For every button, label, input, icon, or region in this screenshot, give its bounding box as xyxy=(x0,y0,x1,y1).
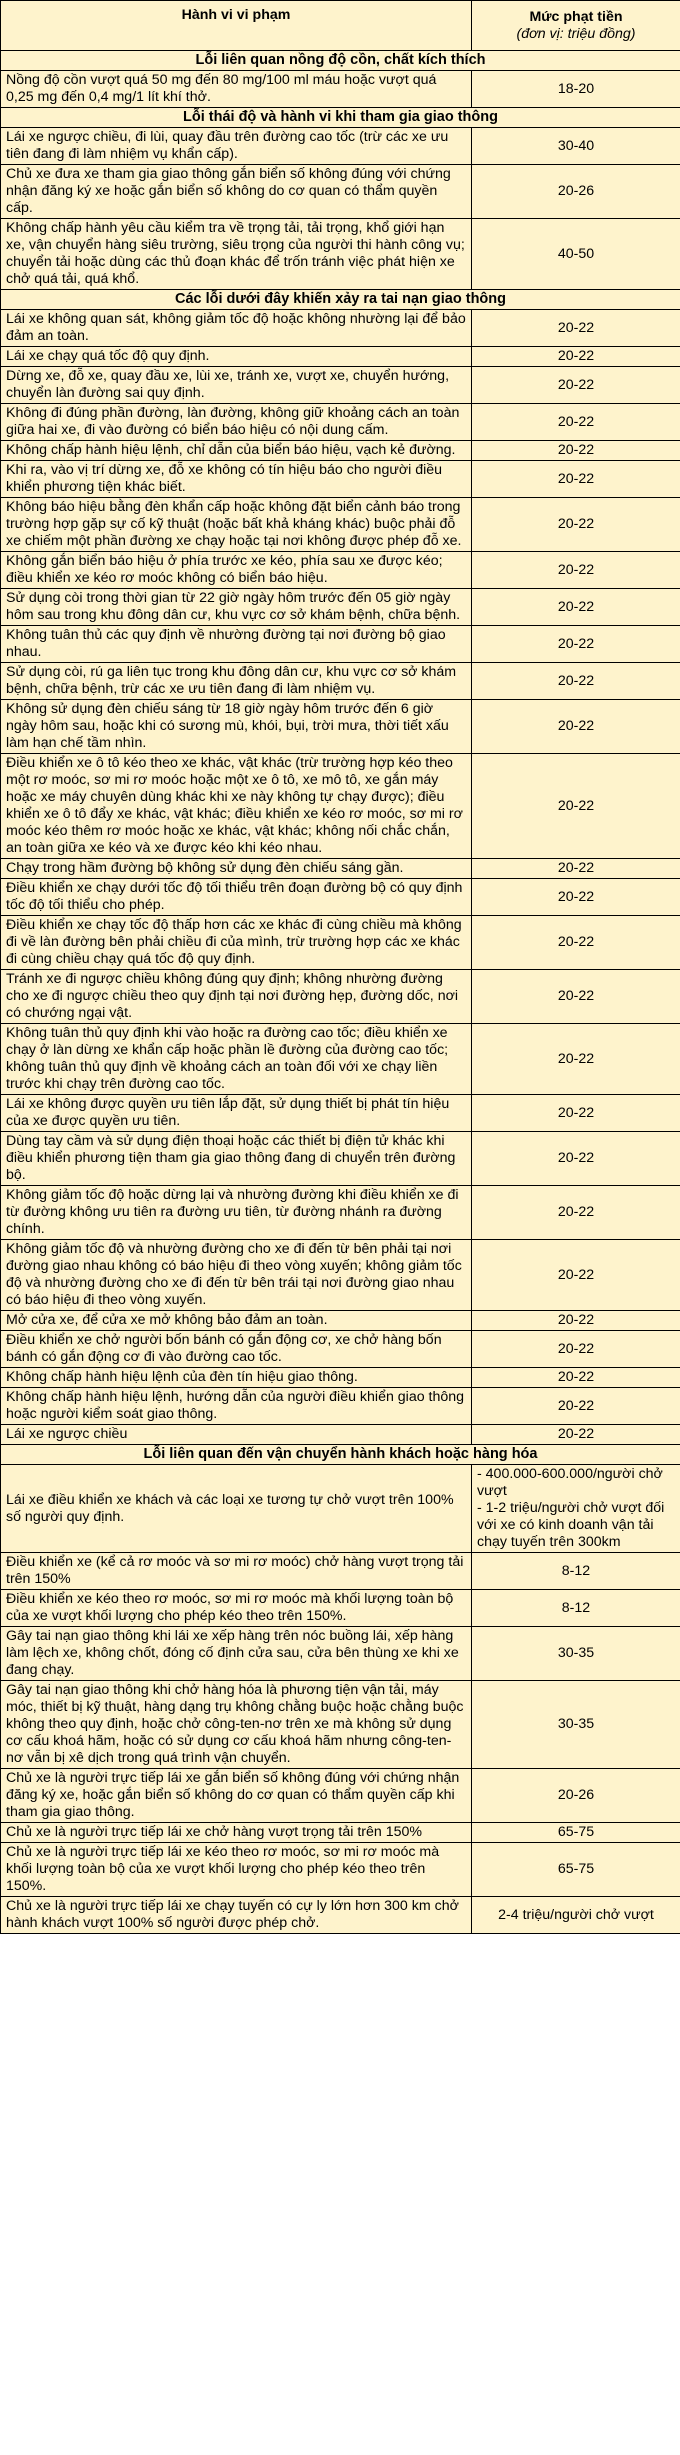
violation-cell: Dùng tay cầm và sử dụng điện thoại hoặc các thiết bị điện tử khác khi điều khiển phương tiện tham gia giao thông đang di chuyển trên đường bộ. xyxy=(1,1132,472,1186)
violation-cell: Nồng độ cồn vượt quá 50 mg đến 80 mg/100 ml máu hoặc vượt quá 0,25 mg đến 0,4 mg/1 lít khí thở. xyxy=(1,71,472,108)
violation-cell: Điều khiển xe chở người bốn bánh có gắn động cơ, xe chở hàng bốn bánh có gắn động cơ đi vào đường cao tốc. xyxy=(1,1331,472,1368)
table-row xyxy=(1,663,680,700)
fine-cell: 20-22 xyxy=(472,404,680,441)
table-row xyxy=(1,970,680,1024)
fine-cell: 18-20 xyxy=(472,71,680,108)
violation-cell: Lái xe chạy quá tốc độ quy định. xyxy=(1,347,472,367)
table-row xyxy=(1,219,680,290)
violation-cell: Khi ra, vào vị trí dừng xe, đỗ xe không có tín hiệu báo cho người điều khiển phương tiện khác biết. xyxy=(1,461,472,498)
table-row xyxy=(1,879,680,916)
violation-cell: Sử dụng còi trong thời gian từ 22 giờ ngày hôm trước đến 05 giờ ngày hôm sau trong khu đông dân cư, khu vực cơ sở khám bệnh, chữa bệnh. xyxy=(1,589,472,626)
violation-cell: Điều khiển xe ô tô kéo theo xe khác, vật khác (trừ trường hợp kéo theo một rơ moóc, sơ mi rơ moóc hoặc một xe ô tô, xe mô tô, xe gắn máy hoặc xe máy chuyên dùng khác khi xe này không tự chạy được); điều khiển xe ô tô đẩy xe khác, vật khác; điều khiển xe kéo rơ moóc, sơ mi rơ moóc kéo thêm rơ moóc hoặc xe khác, vật khác; không nối chắc chắn, an toàn giữa xe kéo và xe được kéo khi kéo nhau. xyxy=(1,754,472,859)
section-title: Các lỗi dưới đây khiến xảy ra tai nạn giao thông xyxy=(1,290,680,310)
violation-cell: Không chấp hành hiệu lệnh, chỉ dẫn của biển báo hiệu, vạch kẻ đường. xyxy=(1,441,472,461)
fine-cell: 30-35 xyxy=(472,1627,680,1681)
violation-cell: Sử dụng còi, rú ga liên tục trong khu đông dân cư, khu vực cơ sở khám bệnh, chữa bệnh, trừ các xe ưu tiên đang đi làm nhiệm vụ. xyxy=(1,663,472,700)
violation-cell: Chủ xe là người trực tiếp lái xe chở hàng vượt trọng tải trên 150% xyxy=(1,1823,472,1843)
table-row xyxy=(1,1132,680,1186)
violation-cell: Không giảm tốc độ hoặc dừng lại và nhường đường khi điều khiển xe đi từ đường không ưu tiên ra đường ưu tiên, từ đường nhánh ra đường chính. xyxy=(1,1186,472,1240)
table-row xyxy=(1,404,680,441)
fine-cell: 20-22 xyxy=(472,347,680,367)
fine-cell: 20-22 xyxy=(472,916,680,970)
table-row xyxy=(1,1843,680,1897)
table-row xyxy=(1,165,680,219)
section-header-row xyxy=(1,290,680,310)
table-row xyxy=(1,1186,680,1240)
violation-cell: Lái xe điều khiển xe khách và các loại xe tương tự chở vượt trên 100% số người quy định. xyxy=(1,1465,472,1553)
violation-cell: Không giảm tốc độ và nhường đường cho xe đi đến từ bên phải tại nơi đường giao nhau không có báo hiệu đi theo vòng xuyến; không giảm tốc độ và nhường đường cho xe đi đến từ bên trái tại nơi đường giao nhau có báo hiệu đi theo vòng xuyến. xyxy=(1,1240,472,1311)
violation-cell: Điều khiển xe kéo theo rơ moóc, sơ mi rơ moóc mà khối lượng toàn bộ của xe vượt khối lượng cho phép kéo theo trên 150%. xyxy=(1,1590,472,1627)
fine-cell: 65-75 xyxy=(472,1823,680,1843)
violation-cell: Mở cửa xe, để cửa xe mở không bảo đảm an toàn. xyxy=(1,1311,472,1331)
fine-cell: 20-22 xyxy=(472,700,680,754)
violation-column-header: Hành vi vi phạm xyxy=(1,1,472,51)
table-row xyxy=(1,1823,680,1843)
fine-cell: 20-22 xyxy=(472,441,680,461)
table-row xyxy=(1,626,680,663)
violation-cell: Điều khiển xe (kể cả rơ moóc và sơ mi rơ moóc) chở hàng vượt trọng tải trên 150% xyxy=(1,1553,472,1590)
violation-cell: Chủ xe là người trực tiếp lái xe kéo theo rơ moóc, sơ mi rơ moóc mà khối lượng toàn bộ của xe vượt khối lượng cho phép kéo theo trên 150%. xyxy=(1,1843,472,1897)
violation-cell: Lái xe ngược chiều xyxy=(1,1425,472,1445)
table-row xyxy=(1,441,680,461)
table-row xyxy=(1,1897,680,1934)
fine-cell: 20-22 xyxy=(472,1311,680,1331)
fine-cell: 40-50 xyxy=(472,219,680,290)
violation-cell: Chủ xe là người trực tiếp lái xe gắn biển số không đúng với chứng nhận đăng ký xe, hoặc gắn biển số không do cơ quan có thẩm quyền cấp khi tham gia giao thông. xyxy=(1,1769,472,1823)
fine-cell: 20-22 xyxy=(472,1024,680,1095)
table-row xyxy=(1,310,680,347)
table-row xyxy=(1,700,680,754)
violation-cell: Không sử dụng đèn chiếu sáng từ 18 giờ ngày hôm trước đến 6 giờ ngày hôm sau, hoặc khi có sương mù, khói, bụi, trời mưa, thời tiết xấu làm hạn chế tầm nhìn. xyxy=(1,700,472,754)
fine-cell: 20-22 xyxy=(472,310,680,347)
table-row xyxy=(1,1095,680,1132)
fine-cell: 20-22 xyxy=(472,663,680,700)
table-row xyxy=(1,1024,680,1095)
violation-cell: Chủ xe là người trực tiếp lái xe chạy tuyến có cự ly lớn hơn 300 km chở hành khách vượt 100% số người được phép chở. xyxy=(1,1897,472,1934)
fine-cell: 20-22 xyxy=(472,367,680,404)
violation-cell: Không chấp hành yêu cầu kiểm tra về trọng tải, tải trọng, khổ giới hạn xe, vận chuyển hàng siêu trường, siêu trọng của người thi hành công vụ; chuyển tải hoặc dùng các thủ đoạn khác để trốn tránh việc phát hiện xe chở quá tải, quá khổ. xyxy=(1,219,472,290)
violation-cell: Lái xe ngược chiều, đi lùi, quay đầu trên đường cao tốc (trừ các xe ưu tiên đang đi làm nhiệm vụ khẩn cấp). xyxy=(1,128,472,165)
fine-cell: 30-40 xyxy=(472,128,680,165)
table-row xyxy=(1,347,680,367)
fine-cell: 20-22 xyxy=(472,1425,680,1445)
violation-cell: Gây tai nạn giao thông khi chở hàng hóa là phương tiện vận tải, máy móc, thiết bị kỹ thuật, hàng dạng trụ không chằng buộc hoặc chằng buộc không theo quy định, hoặc chở công-ten-nơ trên xe mà không sử dụng cơ cấu khoá hãm, hoặc có sử dụng cơ cấu khoá hãm nhưng công-ten- nơ vẫn bị xê dịch trong quá trình vận chuyển. xyxy=(1,1681,472,1769)
section-title: Lỗi liên quan đến vận chuyển hành khách hoặc hàng hóa xyxy=(1,1445,680,1465)
fine-cell: 20-22 xyxy=(472,1132,680,1186)
fine-cell: - 400.000-600.000/người chở vượt - 1-2 triệu/người chở vượt đối với xe có kinh doanh vận tải chạy tuyến trên 300km xyxy=(472,1465,680,1553)
fine-cell: 65-75 xyxy=(472,1843,680,1897)
violation-cell: Dừng xe, đỗ xe, quay đầu xe, lùi xe, tránh xe, vượt xe, chuyển hướng, chuyển làn đường sai quy định. xyxy=(1,367,472,404)
table-row xyxy=(1,916,680,970)
table-body xyxy=(1,51,680,1934)
section-header-row xyxy=(1,51,680,71)
fine-cell: 20-22 xyxy=(472,552,680,589)
table-row xyxy=(1,1388,680,1425)
fine-cell: 20-22 xyxy=(472,1368,680,1388)
table-row xyxy=(1,1553,680,1590)
violation-cell: Điều khiển xe chạy tốc độ thấp hơn các xe khác đi cùng chiều mà không đi về làn đường bên phải chiều đi của mình, trừ trường hợp các xe khác đi cùng chiều chạy quá tốc độ quy định. xyxy=(1,916,472,970)
table-row xyxy=(1,589,680,626)
table-row xyxy=(1,1627,680,1681)
fine-cell: 20-22 xyxy=(472,754,680,859)
fine-cell: 20-22 xyxy=(472,970,680,1024)
section-header-row xyxy=(1,1445,680,1465)
fine-cell: 20-22 xyxy=(472,461,680,498)
table-row xyxy=(1,71,680,108)
violation-cell: Không gắn biển báo hiệu ở phía trước xe kéo, phía sau xe được kéo; điều khiển xe kéo rơ moóc không có biển báo hiệu. xyxy=(1,552,472,589)
table-row xyxy=(1,367,680,404)
table-row xyxy=(1,1590,680,1627)
violation-cell: Điều khiển xe chạy dưới tốc độ tối thiểu trên đoạn đường bộ có quy định tốc độ tối thiểu cho phép. xyxy=(1,879,472,916)
violation-cell: Không chấp hành hiệu lệnh, hướng dẫn của người điều khiển giao thông hoặc người kiểm soát giao thông. xyxy=(1,1388,472,1425)
violation-cell: Chạy trong hầm đường bộ không sử dụng đèn chiếu sáng gần. xyxy=(1,859,472,879)
fine-cell: 2-4 triệu/người chở vượt xyxy=(472,1897,680,1934)
fine-cell: 20-22 xyxy=(472,1186,680,1240)
section-title: Lỗi liên quan nồng độ cồn, chất kích thích xyxy=(1,51,680,71)
table-header-row xyxy=(1,1,680,51)
violation-cell: Lái xe không quan sát, không giảm tốc độ hoặc không nhường lại để bảo đảm an toàn. xyxy=(1,310,472,347)
fine-cell: 20-22 xyxy=(472,859,680,879)
fine-cell: 8-12 xyxy=(472,1590,680,1627)
fine-cell: 20-26 xyxy=(472,165,680,219)
fine-column-header xyxy=(472,1,680,51)
section-header-row xyxy=(1,108,680,128)
violation-cell: Không báo hiệu bằng đèn khẩn cấp hoặc không đặt biển cảnh báo trong trường hợp gặp sự cố kỹ thuật (hoặc bất khả kháng khác) buộc phải đỗ xe chiếm một phần đường xe chạy hoặc tại nơi không được phép đỗ xe. xyxy=(1,498,472,552)
table-row xyxy=(1,1368,680,1388)
violation-cell: Không tuân thủ quy định khi vào hoặc ra đường cao tốc; điều khiển xe chạy ở làn dừng xe khẩn cấp hoặc phần lề đường của đường cao tốc; không tuân thủ quy định về khoảng cách an toàn đối với xe chạy liền trước khi chạy trên đường cao tốc. xyxy=(1,1024,472,1095)
table-row xyxy=(1,1425,680,1445)
table-row xyxy=(1,461,680,498)
table-row xyxy=(1,552,680,589)
table-row xyxy=(1,1311,680,1331)
violation-cell: Không chấp hành hiệu lệnh của đèn tín hiệu giao thông. xyxy=(1,1368,472,1388)
table-row xyxy=(1,128,680,165)
fine-cell: 20-22 xyxy=(472,1240,680,1311)
table-row xyxy=(1,1240,680,1311)
violation-cell: Tránh xe đi ngược chiều không đúng quy định; không nhường đường cho xe đi ngược chiều theo quy định tại nơi đường hẹp, đường dốc, nơi có chướng ngại vật. xyxy=(1,970,472,1024)
table-row xyxy=(1,1331,680,1368)
fine-cell: 20-22 xyxy=(472,589,680,626)
fine-cell: 20-22 xyxy=(472,1095,680,1132)
table-row xyxy=(1,1769,680,1823)
violation-cell: Chủ xe đưa xe tham gia giao thông gắn biển số không đúng với chứng nhận đăng ký xe hoặc gắn biển số không do cơ quan có thẩm quyền cấp. xyxy=(1,165,472,219)
table-row xyxy=(1,1681,680,1769)
section-title: Lỗi thái độ và hành vi khi tham gia giao thông xyxy=(1,108,680,128)
fine-cell: 20-22 xyxy=(472,1388,680,1425)
table-row xyxy=(1,754,680,859)
fine-cell: 8-12 xyxy=(472,1553,680,1590)
violation-cell: Lái xe không được quyền ưu tiên lắp đặt, sử dụng thiết bị phát tín hiệu của xe được quyền ưu tiên. xyxy=(1,1095,472,1132)
fine-column-title: Mức phạt tiền xyxy=(529,8,623,25)
fine-cell: 20-22 xyxy=(472,879,680,916)
fine-cell: 20-22 xyxy=(472,626,680,663)
fine-cell: 30-35 xyxy=(472,1681,680,1769)
table-row xyxy=(1,1465,680,1553)
fine-cell: 20-26 xyxy=(472,1769,680,1823)
table-row xyxy=(1,498,680,552)
fine-cell: 20-22 xyxy=(472,498,680,552)
violation-cell: Không đi đúng phần đường, làn đường, không giữ khoảng cách an toàn giữa hai xe, đi vào đường có biển báo hiệu có nội dung cấm. xyxy=(1,404,472,441)
fine-unit-label: (đơn vị: triệu đồng) xyxy=(516,25,636,42)
violation-cell: Gây tai nạn giao thông khi lái xe xếp hàng trên nóc buồng lái, xếp hàng làm lệch xe, không chốt, đóng cố định cửa sau, cửa bên thùng xe khi xe đang chạy. xyxy=(1,1627,472,1681)
table-row xyxy=(1,859,680,879)
fine-cell: 20-22 xyxy=(472,1331,680,1368)
violation-cell: Không tuân thủ các quy định về nhường đường tại nơi đường bộ giao nhau. xyxy=(1,626,472,663)
